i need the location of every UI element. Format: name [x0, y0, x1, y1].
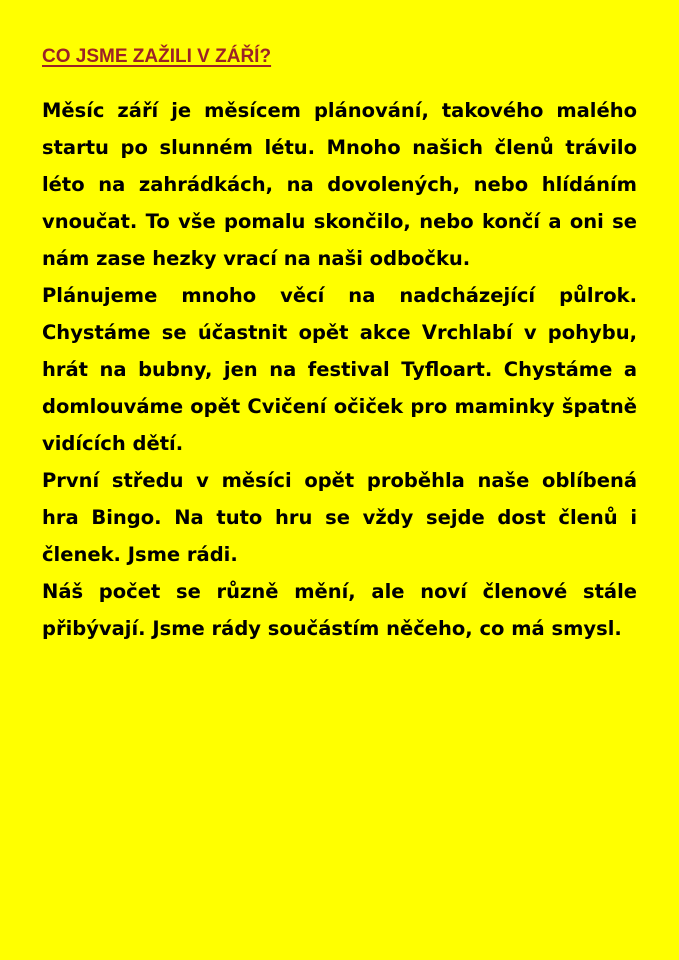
document-title: CO JSME ZAŽILI V ZÁŘÍ? [42, 46, 272, 67]
paragraph-planning-start: Měsíc září je měsícem plánování, takového malého startu po slunném létu. Mnoho našich členů trávilo léto na zahrádkách, na dovolených, nebo hlídáním vnoučat. To vše pomalu skončilo, nebo končí a oni se nám zase hezky vrací na naši odbočku. [42, 99, 637, 270]
document-page [42, 44, 637, 647]
paragraph-membership: Náš počet se různě mění, ale noví členové stále přibývají. Jsme rády součástím něčeho, co má smysl. [42, 580, 637, 640]
paragraph-upcoming-plans: Plánujeme mnoho věcí na nadcházející půlrok. Chystáme se účastnit opět akce Vrchlabí v pohybu, hrát na bubny, jen na festival Tyfloart. Chystáme a domlouváme opět Cvičení očiček pro maminky špatně vidících dětí. [42, 284, 637, 455]
paragraph-bingo: První středu v měsíci opět proběhla naše oblíbená hra Bingo. Na tuto hru se vždy sejde dost členů i členek. Jsme rádi. [42, 469, 637, 566]
